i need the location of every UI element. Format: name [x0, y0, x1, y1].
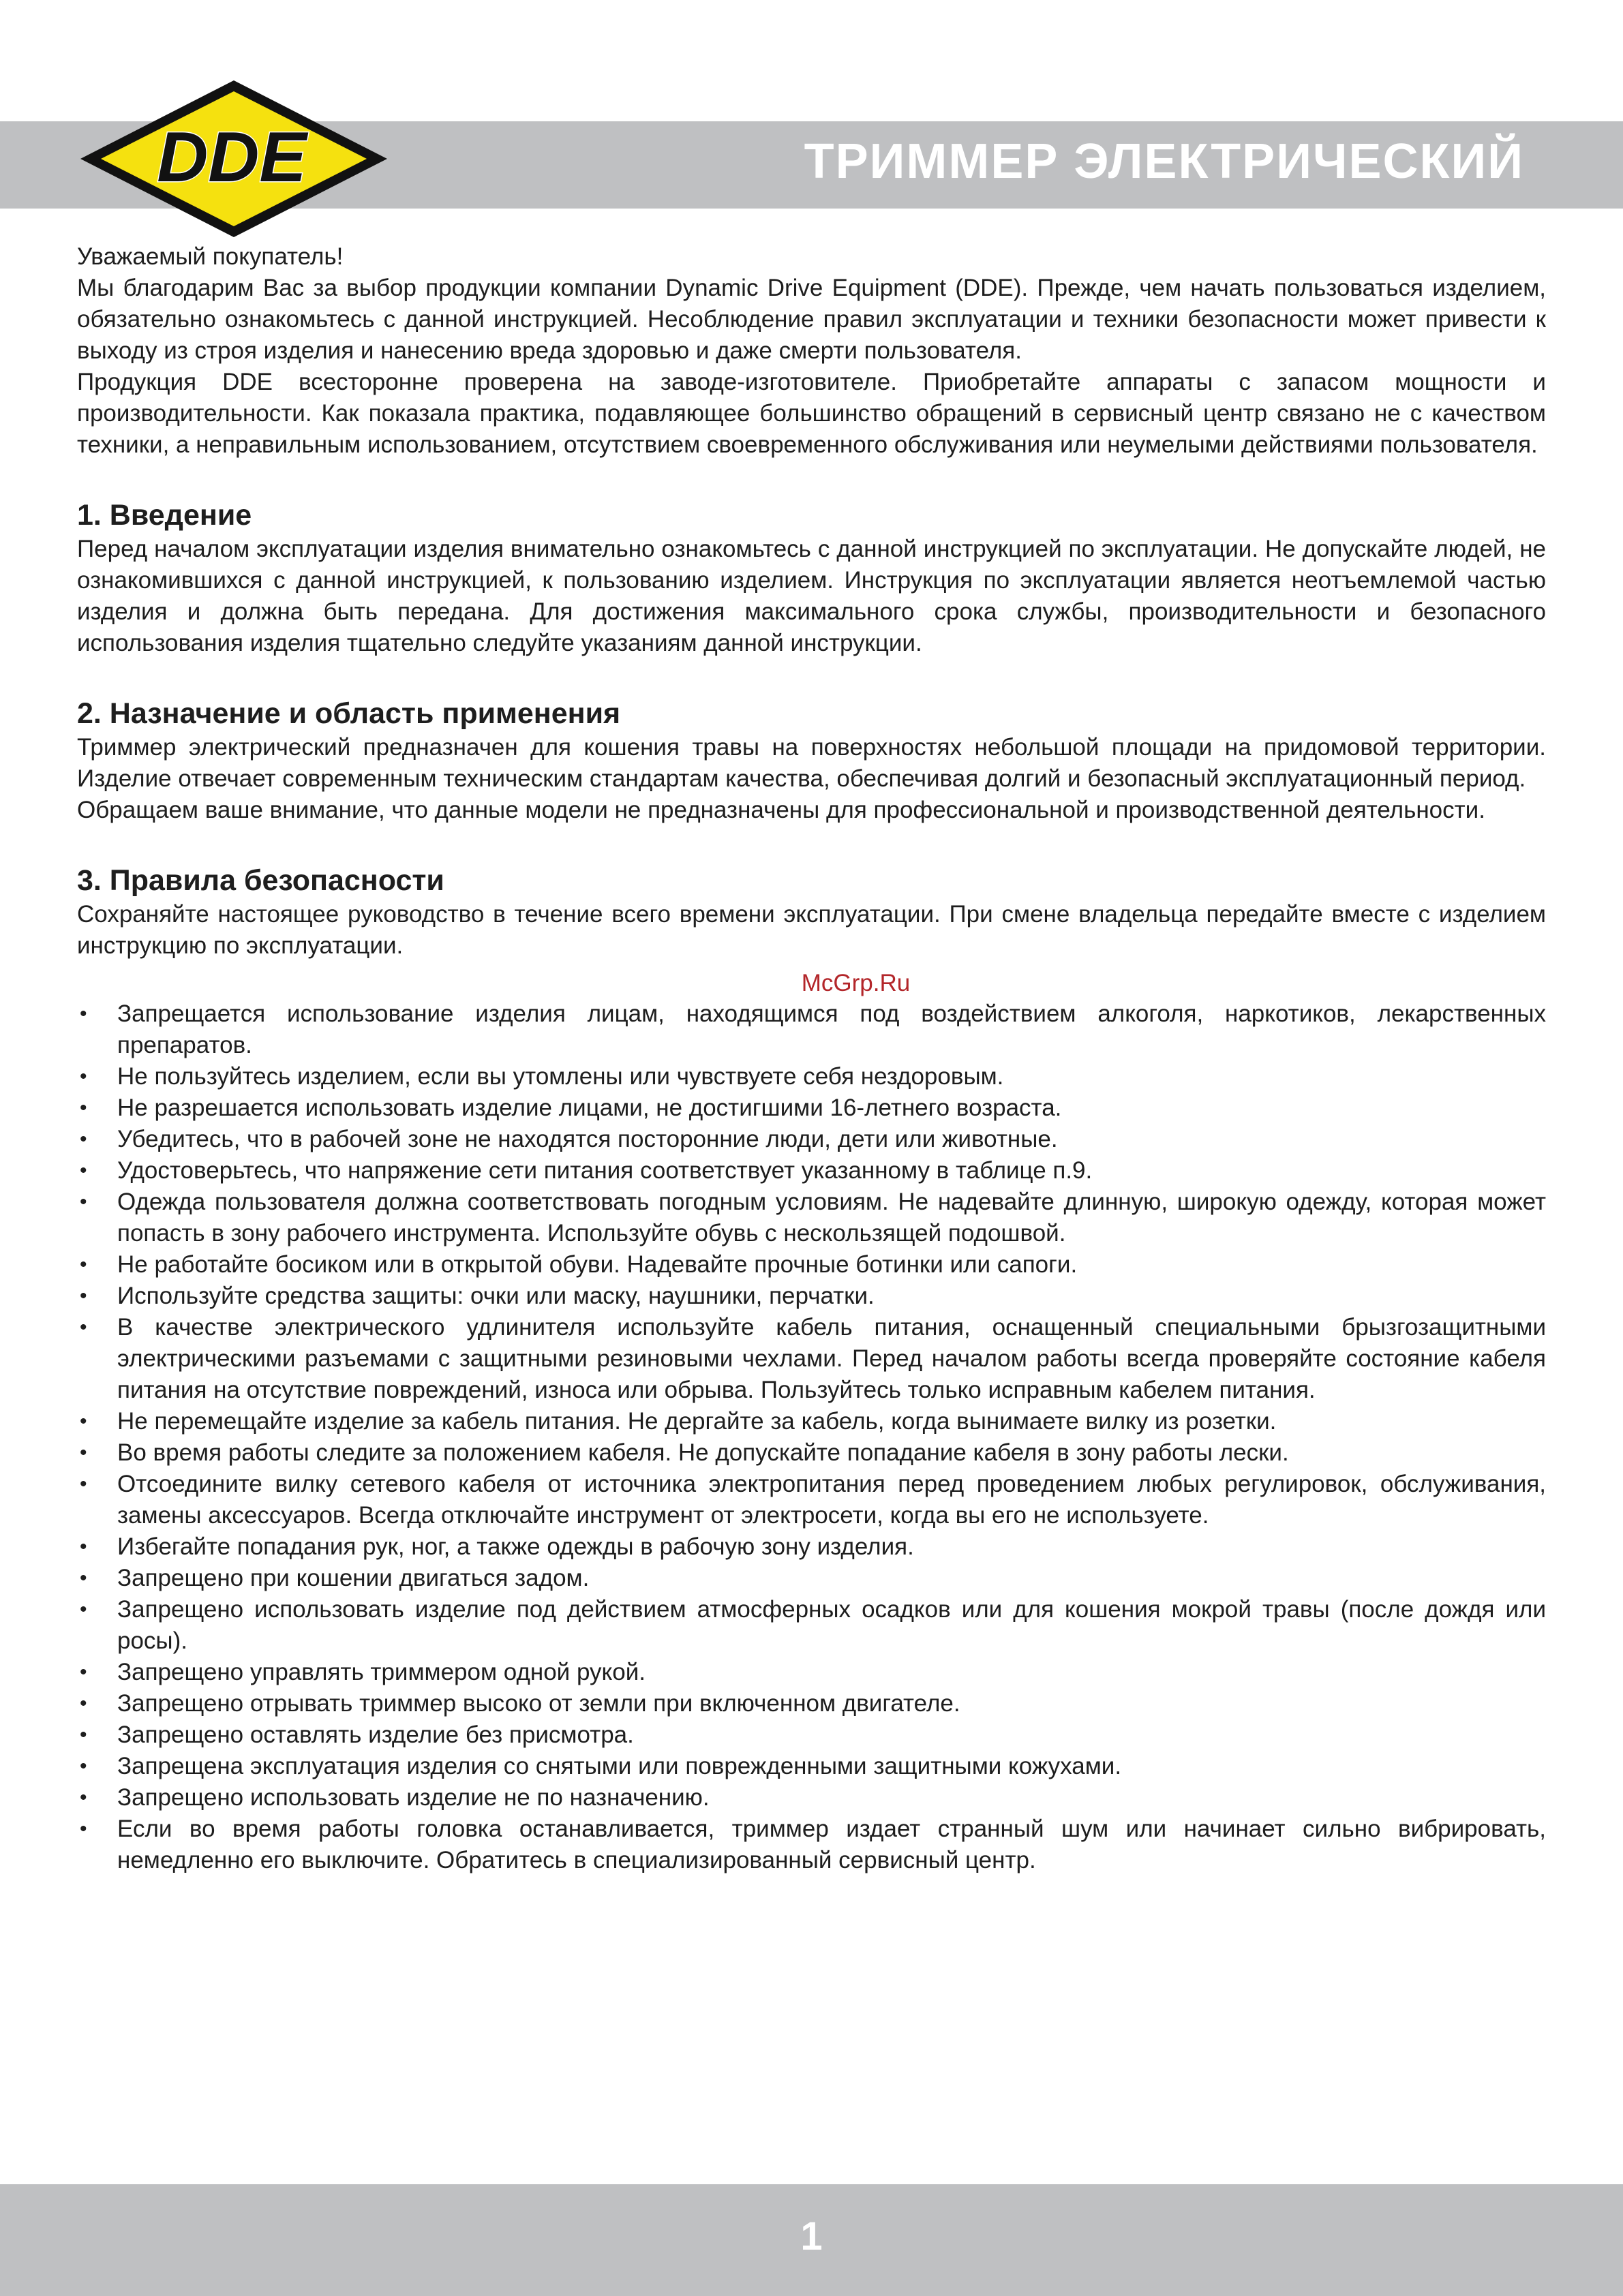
list-item-text: Избегайте попадания рук, ног, а также одежды в рабочую зону изделия. [117, 1533, 914, 1560]
bullet-icon: • [80, 1692, 87, 1715]
list-item-text: Запрещается использование изделия лицам, находящимся под воздействием алкоголя, наркотиков, лекарственных препаратов. [117, 1000, 1546, 1058]
list-item [77, 1281, 1546, 1312]
list-item-text: Одежда пользователя должна соответствовать погодным условиям. Не надевайте длинную, широкую одежду, которая может попасть в зону рабочего инструмента. Используйте обувь с нескользящей подошвой. [117, 1189, 1546, 1246]
list-item [77, 1594, 1546, 1657]
bullet-icon: • [80, 1724, 87, 1746]
list-item [77, 1782, 1546, 1813]
list-item [77, 1437, 1546, 1469]
bullet-icon: • [80, 1410, 87, 1433]
section-text: Сохраняйте настоящее руководство в течение всего времени эксплуатации. При смене владельца передайте вместе с изделием инструкцию по эксплуатации. [77, 901, 1546, 959]
section-text: Обращаем ваше внимание, что данные модели не предназначены для профессиональной и производственной деятельности. [77, 797, 1485, 823]
list-item-text: Убедитесь, что в рабочей зоне не находятся посторонние люди, дети или животные. [117, 1126, 1058, 1152]
bullet-icon: • [80, 1473, 87, 1495]
list-item [77, 1719, 1546, 1751]
intro-paragraph-2: Продукция DDE всесторонне проверена на заводе-изготовителе. Приобретайте аппараты с запасом мощности и производительности. Как показала практика, подавляющее большинство обращений в сервисный центр связано не с качеством техники, а неправильным использованием, отсутствием своевременного обслуживания или неумелыми действиями пользователя. [77, 369, 1546, 458]
list-item [77, 1155, 1546, 1187]
safety-rules-list [77, 998, 1546, 1876]
bullet-icon: • [80, 1535, 87, 1558]
section-text: Перед началом эксплуатации изделия внимательно ознакомьтесь с данной инструкцией по эксплуатации. Не допускайте людей, не ознакомившихся с данной инструкцией, к пользованию изделием. Инструкция по эксплуатации является неотъемлемой частью изделия и должна быть передана. Для достижения максимального срока службы, производительности и безопасного использования изделия тщательно следуйте указаниям данной инструкции. [77, 536, 1546, 656]
list-item-text: Запрещено оставлять изделие без присмотра. [117, 1721, 634, 1748]
section-heading: 3. Правила безопасности [77, 864, 444, 897]
bullet-icon: • [80, 1441, 87, 1464]
list-item [77, 1657, 1546, 1688]
list-item [77, 1061, 1546, 1092]
bullet-icon: • [80, 1097, 87, 1119]
list-item [77, 1124, 1546, 1155]
dde-logo [74, 74, 394, 244]
list-item [77, 1469, 1546, 1531]
list-item-text: Не пользуйтесь изделием, если вы утомлены или чувствуете себя нездоровым. [117, 1063, 1004, 1090]
bullet-icon: • [80, 1002, 87, 1025]
bullet-icon: • [80, 1128, 87, 1150]
page-number: 1 [800, 2214, 823, 2259]
bullet-icon: • [80, 1285, 87, 1307]
list-item [77, 998, 1546, 1061]
list-item [77, 1531, 1546, 1563]
list-item [77, 1312, 1546, 1406]
list-item-text: Запрещено при кошении двигаться задом. [117, 1565, 590, 1591]
bullet-icon: • [80, 1159, 87, 1182]
watermark-text: McGrp.Ru [801, 970, 911, 996]
list-item-text: Запрещено управлять триммером одной рукой. [117, 1659, 646, 1685]
list-item-text: Запрещено использовать изделие под действием атмосферных осадков или для кошения мокрой травы (после дождя или росы). [117, 1596, 1546, 1654]
section-safety [77, 862, 1546, 1876]
bullet-icon: • [80, 1191, 87, 1213]
bullet-icon: • [80, 1755, 87, 1777]
section-introduction [77, 497, 1546, 659]
section-heading: 1. Введение [77, 499, 252, 532]
list-item-text: Отсоедините вилку сетевого кабеля от источника электропитания перед проведением любых регулировок, обслуживания, замены аксессуаров. Всегда отключайте инструмент от электросети, когда вы его не используете. [117, 1471, 1546, 1529]
list-item [77, 1092, 1546, 1124]
list-item [77, 1813, 1546, 1876]
list-item-text: Не перемещайте изделие за кабель питания. Не дергайте за кабель, когда вынимаете вилку из розетки. [117, 1408, 1277, 1435]
bullet-icon: • [80, 1661, 87, 1683]
document-title: ТРИММЕР ЭЛЕКТРИЧЕСКИЙ [804, 134, 1524, 189]
bullet-icon: • [80, 1598, 87, 1621]
list-item [77, 1751, 1546, 1782]
intro-paragraph-1: Мы благодарим Вас за выбор продукции компании Dynamic Drive Equipment (DDE). Прежде, чем начать пользоваться изделием, обязательно ознакомьтесь с данной инструкцией. Несоблюдение правил эксплуатации и техники безопасности может привести к выходу из строя изделия и нанесению вреда здоровью и даже смерти пользователя. [77, 275, 1546, 364]
list-item-text: Удостоверьтесь, что напряжение сети питания соответствует указанному в таблице п.9. [117, 1157, 1093, 1184]
list-item [77, 1563, 1546, 1594]
bullet-icon: • [80, 1253, 87, 1276]
bullet-icon: • [80, 1786, 87, 1809]
list-item-text: Во время работы следите за положением кабеля. Не допускайте попадание кабеля в зону работы лески. [117, 1439, 1289, 1466]
list-item [77, 1688, 1546, 1719]
list-item-text: Используйте средства защиты: очки или маску, наушники, перчатки. [117, 1283, 875, 1309]
bullet-icon: • [80, 1567, 87, 1589]
list-item-text: Запрещено отрывать триммер высоко от земли при включенном двигателе. [117, 1690, 960, 1717]
bullet-icon: • [80, 1065, 87, 1088]
section-heading: 2. Назначение и область применения [77, 697, 621, 730]
section-purpose [77, 695, 1546, 826]
list-item [77, 1249, 1546, 1281]
section-text: Триммер электрический предназначен для кошения травы на поверхностях небольшой площади на придомовой территории. Изделие отвечает современным техническим стандартам качества, обеспечивая долгий и безопасный эксплуатационный период. [77, 734, 1546, 792]
list-item-text: Не работайте босиком или в открытой обуви. Надевайте прочные ботинки или сапоги. [117, 1251, 1078, 1278]
bullet-icon: • [80, 1316, 87, 1338]
logo-text: DDE [157, 118, 307, 197]
list-item-text: В качестве электрического удлинителя используйте кабель питания, оснащенный специальными брызгозащитными электрическими разъемами с защитными резиновыми чехлами. Перед началом работы всегда проверяйте состояние кабеля питания на отсутствие повреждений, износа или обрыва. Пользуйтесь только исправным кабелем питания. [117, 1314, 1546, 1403]
greeting: Уважаемый покупатель! [77, 243, 344, 270]
list-item-text: Если во время работы головка останавливается, триммер издает странный шум или начинает сильно вибрировать, немедленно его выключите. Обратитесь в специализированный сервисный центр. [117, 1816, 1546, 1873]
list-item-text: Не разрешается использовать изделие лицами, не достигшими 16-летнего возраста. [117, 1095, 1062, 1121]
list-item-text: Запрещена эксплуатация изделия со снятыми или поврежденными защитными кожухами. [117, 1753, 1122, 1779]
document-body [77, 241, 1546, 1876]
list-item-text: Запрещено использовать изделие не по назначению. [117, 1784, 710, 1811]
bullet-icon: • [80, 1818, 87, 1840]
list-item [77, 1406, 1546, 1437]
list-item [77, 1187, 1546, 1249]
